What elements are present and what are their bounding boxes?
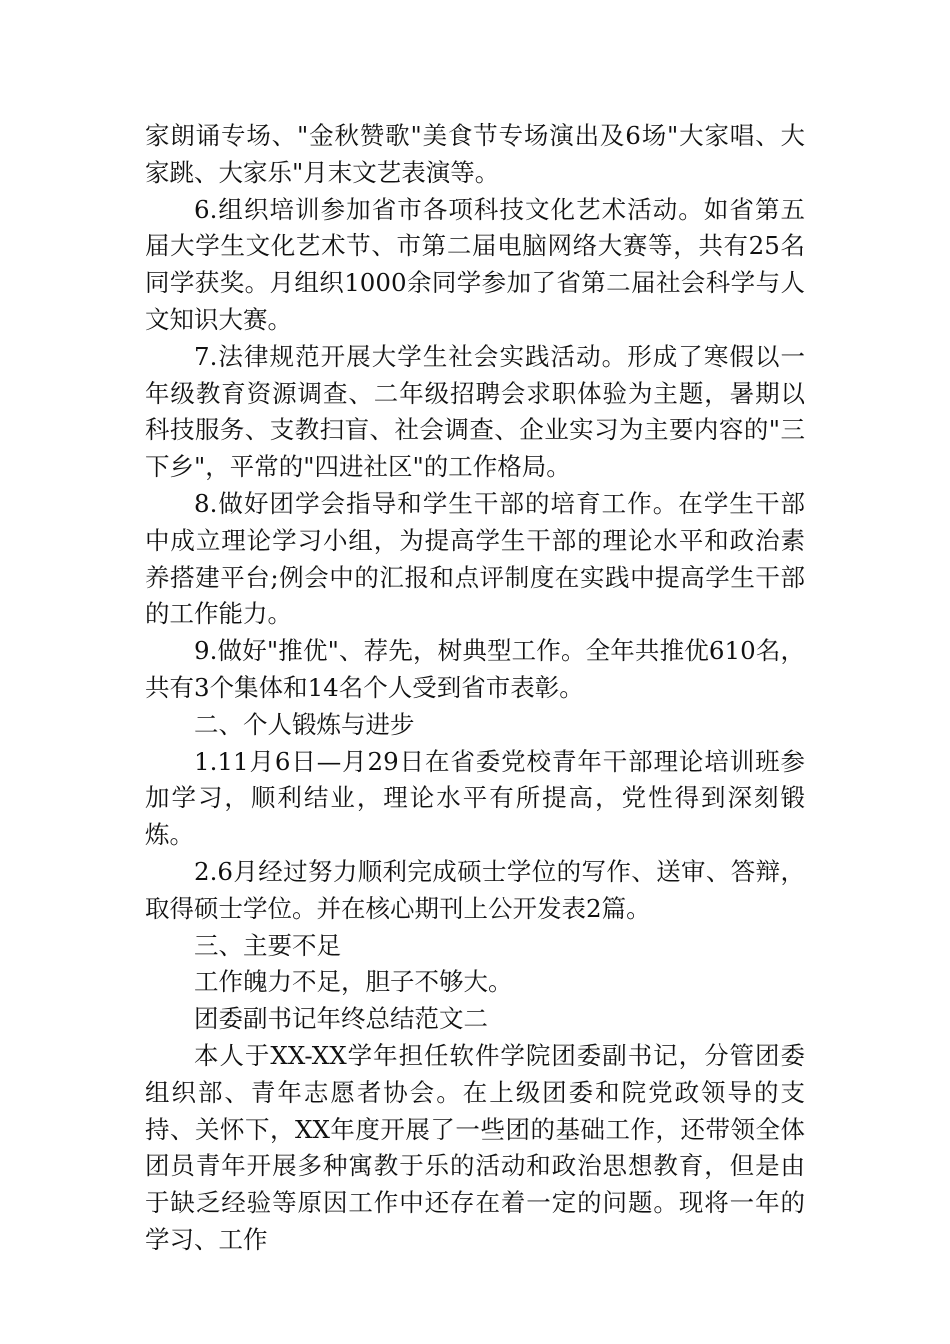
section-heading-personal-progress: 二、个人锻炼与进步: [194, 709, 415, 739]
section-heading-sample-two: 团委副书记年终总结范文二: [194, 1004, 488, 1034]
paragraph-shortcomings: 工作魄力不足，胆子不够大。: [194, 967, 513, 997]
paragraph-item-6: 6.组织培训参加省市各项科技文化艺术活动。如省第五届大学生文化艺术节、市第二届电脑网络大赛等，共有25名同学获奖。月组织1000余同学参加了省第二届社会科学与人文知识大赛。: [145, 194, 805, 334]
paragraph-continuation: 家朗诵专场、"金秋赞歌"美食节专场演出及6场"大家唱、大家跳、大家乐"月末文艺表演等。: [145, 121, 805, 187]
paragraph-item-8: 8.做好团学会指导和学生干部的培育工作。在学生干部中成立理论学习小组，为提高学生干部的理论水平和政治素养搭建平台;例会中的汇报和点评制度在实践中提高学生干部的工作能力。: [145, 488, 805, 629]
paragraph-progress-1: 1.11月6日—月29日在省委党校青年干部理论培训班参加学习，顺利结业，理论水平有所提高，党性得到深刻锻炼。: [145, 746, 805, 850]
section-heading-shortcomings: 三、主要不足: [194, 930, 341, 960]
paragraph-item-7: 7.法律规范开展大学生社会实践活动。形成了寒假以一年级教育资源调查、二年级招聘会求职体验为主题，暑期以科技服务、支教扫盲、社会调查、企业实习为主要内容的"三下乡"，平常的"四进社区"的工作格局。: [145, 341, 805, 482]
document-body: [145, 118, 805, 1259]
paragraph-item-9: 9.做好"推优"、荐先，树典型工作。全年共推优610名，共有3个集体和14名个人受到省市表彰。: [145, 636, 805, 702]
paragraph-sample-two-intro: 本人于XX-XX学年担任软件学院团委副书记，分管团委组织部、青年志愿者协会。在上级团委和院党政领导的支持、关怀下，XX年度开展了一些团的基础工作，还带领全体团员青年开展多种寓教于乐的活动和政治思想教育，但是由于缺乏经验等原因工作中还存在着一定的问题。现将一年的学习、工作: [145, 1040, 805, 1254]
paragraph-progress-2: 2.6月经过努力顺利完成硕士学位的写作、送审、答辩，取得硕士学位。并在核心期刊上公开发表2篇。: [145, 856, 805, 923]
